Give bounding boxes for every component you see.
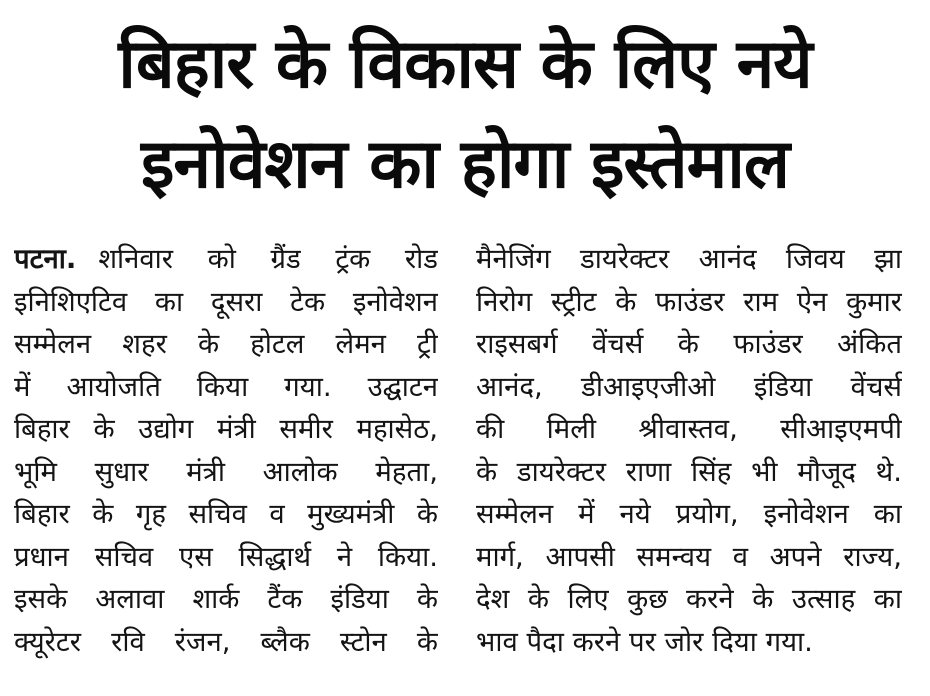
- article-line: [14, 238, 438, 281]
- article-line: भाव पैदा करने पर जोर दिया गया.: [476, 625, 813, 658]
- article-line-text: शनिवार को ग्रैंड ट्रंक रोड: [98, 243, 438, 275]
- article-line: बिहार के उद्योग मंत्री समीर महासेठ,: [14, 413, 438, 445]
- article-line: सम्मेलन शहर के होटल लेमन ट्री: [14, 328, 438, 360]
- article-column-left: [14, 238, 438, 663]
- article-line: इनिशिएटिव का दूसरा टेक इनोवेशन: [14, 285, 438, 318]
- article-line: के डायरेक्टर राणा सिंह भी मौजूद थे.: [476, 455, 902, 488]
- article-line: में आयोजति किया गया. उद्घाटन: [14, 370, 438, 403]
- article-line: सम्मेलन में नये प्रयोग, इनोवेशन का: [476, 498, 902, 530]
- article-line: देश के लिए कुछ करने के उत्साह का: [476, 583, 902, 615]
- article-line: राइसबर्ग वेंचर्स के फाउंडर अंकित: [476, 328, 902, 360]
- article-line: भूमि सुधार मंत्री आलोक मेहता,: [14, 455, 438, 488]
- article-line: आनंद, डीआइएजीओ इंडिया वेंचर्स: [476, 370, 902, 403]
- article-line: इसके अलावा शार्क टैंक इंडिया के: [14, 583, 438, 615]
- headline-line-2: इनोवेशन का होगा इस्तेमाल: [141, 125, 789, 204]
- article-line: निरोग स्ट्रीट के फाउंडर राम ऐन कुमार: [476, 285, 902, 318]
- article-column-right: [476, 238, 902, 663]
- article-line: की मिली श्रीवास्तव, सीआइएमपी: [476, 413, 902, 445]
- article-line: क्यूरेटर रवि रंजन, ब्लैक स्टोन के: [14, 625, 438, 658]
- article-line: बिहार के गृह सचिव व मुख्यमंत्री के: [14, 498, 438, 530]
- article-line: मार्ग, आपसी समन्वय व अपने राज्य,: [476, 540, 902, 573]
- headline-line-1: बिहार के विकास के लिए नये: [118, 25, 812, 104]
- dateline: पटना.: [14, 243, 77, 275]
- article-line: प्रधान सचिव एस सिद्धार्थ ने किया.: [14, 540, 438, 573]
- article-line: मैनेजिंग डायरेक्टर आनंद जिवय झा: [476, 243, 902, 275]
